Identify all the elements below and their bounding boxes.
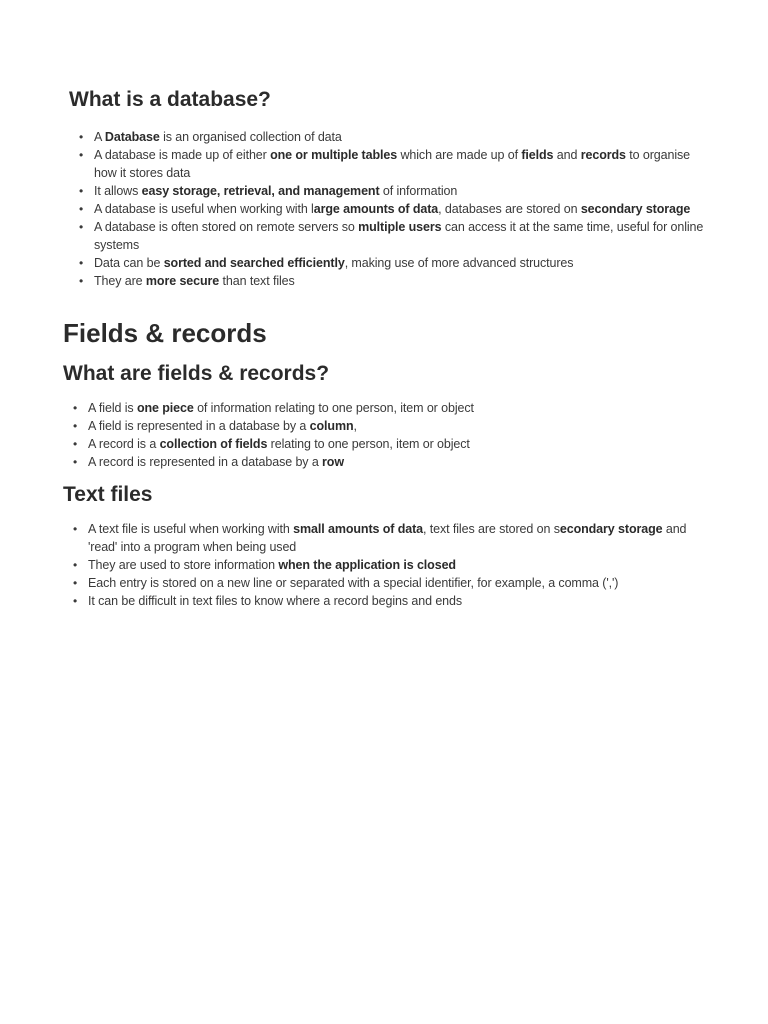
bullet-item: • A record is a collection of fields relating to one person, item or object [88, 435, 714, 453]
bullet-item: • A Database is an organised collection of data [94, 128, 714, 146]
bold-text: secondary storage [580, 202, 691, 216]
bullet-item: • A field is one piece of information relating to one person, item or object [88, 399, 714, 417]
bullet-item: • A text file is useful when working with small amounts of data, text files are stored on secondary storage and 'read' into a program when being used [88, 520, 714, 556]
heading-fields-and-records: Fields & records [63, 318, 267, 348]
bullet-item: • A database is useful when working with large amounts of data, databases are stored on secondary storage [94, 200, 714, 218]
bold-text: records [580, 148, 626, 162]
bullet-item: • They are used to store information when the application is closed [88, 556, 714, 574]
bold-text: sorted and searched efficiently [163, 256, 345, 270]
bold-text: column [309, 419, 354, 433]
heading-text-files: Text files [63, 483, 153, 506]
bullet-item: • A database is often stored on remote servers so multiple users can access it at the same time, useful for online systems [94, 218, 714, 254]
bold-text: arge amounts of data [313, 202, 439, 216]
bullet-item: • A record is represented in a database by a row [88, 453, 714, 471]
bold-text: easy storage, retrieval, and management [141, 184, 380, 198]
bold-text: one piece [136, 401, 194, 415]
bold-text: multiple users [358, 220, 442, 234]
bold-text: one or multiple tables [270, 148, 398, 162]
bullet-item: • It allows easy storage, retrieval, and management of information [94, 182, 714, 200]
heading-what-is-a-database: What is a database? [69, 88, 271, 111]
text-files-bullet-list [88, 520, 714, 610]
bullet-item: • Data can be sorted and searched efficiently, making use of more advanced structures [94, 254, 714, 272]
heading-what-are-fields-and-records: What are fields & records? [63, 362, 330, 385]
fields-records-bullet-list [88, 399, 714, 471]
bold-text: collection of fields [159, 437, 268, 451]
bullet-item: • They are more secure than text files [94, 272, 714, 290]
bold-text: when the application is closed [278, 558, 456, 572]
bold-text: econdary storage [559, 522, 663, 536]
bullet-item: • Each entry is stored on a new line or separated with a special identifier, for example, a comma (',') [88, 574, 714, 592]
bold-text: fields [521, 148, 554, 162]
bold-text: row [322, 455, 344, 469]
bold-text: small amounts of data [293, 522, 424, 536]
bold-text: more secure [145, 274, 220, 288]
bullet-item: • A field is represented in a database by a column, [88, 417, 714, 435]
bullet-item: • A database is made up of either one or multiple tables which are made up of fields and records to organise how it stores data [94, 146, 714, 182]
bullet-item: • It can be difficult in text files to know where a record begins and ends [88, 592, 714, 610]
database-bullet-list [94, 128, 714, 290]
bold-text: Database [104, 130, 160, 144]
